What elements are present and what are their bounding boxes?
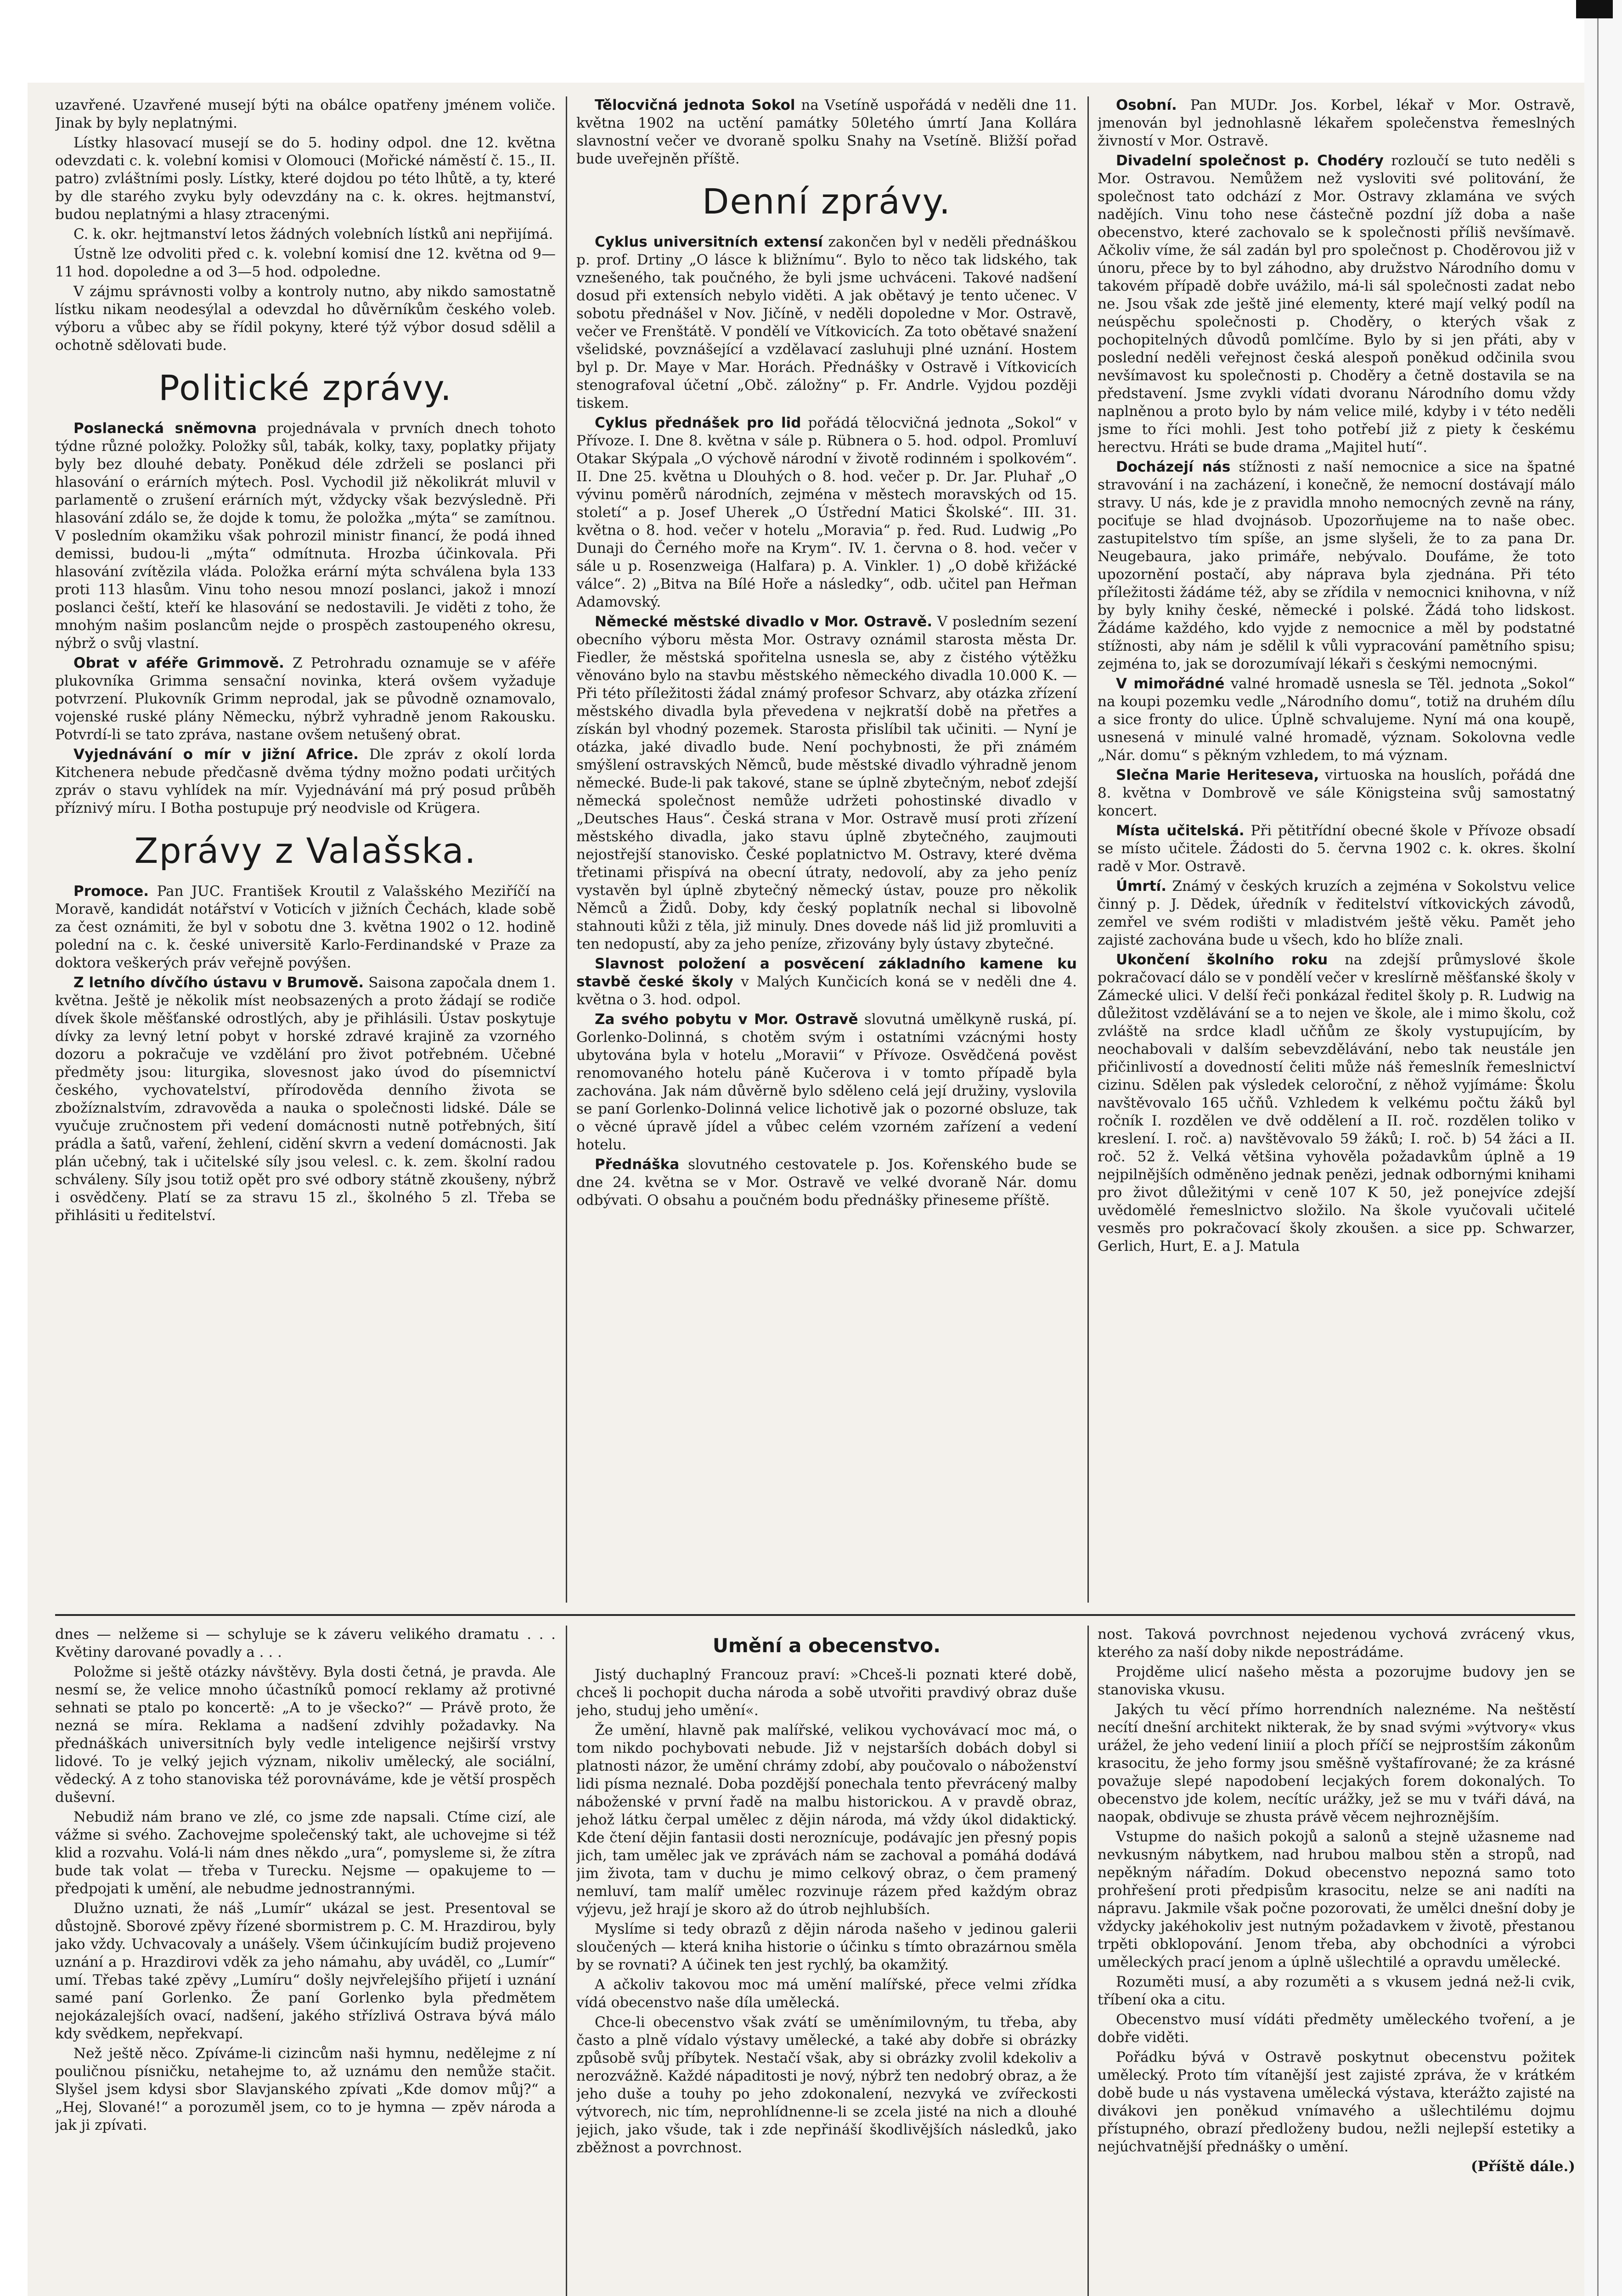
col3-p5-text: virtuoska na houslích, pořádá dne 8. května v Dombrově ve sále Königsteina svůj samostatný koncert. <box>1098 767 1575 819</box>
col1-text-0: uzavřené. Uzavřené musejí býti na obálce opatřeny jménem voliče. Jinak by byly neplatnými. <box>55 97 556 131</box>
col2-p4-lead: Slavnost položení a posvěcení základního kamene ku stavbě české školy <box>576 956 1077 990</box>
lower-right-0: nost. Taková povrchnost nejedenou vychová zvrácený vkus, kterého za naší doby nikde nepostrádáme. <box>1098 1626 1575 1660</box>
politicke-p3-lead: Vyjednávání o mír v jižní Africe. <box>73 746 359 763</box>
col3-p3-lead: Docházejí nás <box>1116 459 1231 475</box>
col1-text-4: V zájmu správnosti volby a kontroly nutno, aby nikdo samostatně lístku nikam neodesýlal a odevzdal ho důvěrníkům českého voleb. výboru a vůbec aby se řídil pokyny, které týž výbor dosud sdělil a ochotně sdělovati bude. <box>55 283 556 354</box>
column-divider-2 <box>1087 96 1089 1603</box>
col3-p4 <box>1098 675 1575 765</box>
col3-p6-lead: Místa učitelská. <box>1116 822 1245 839</box>
corner-mark <box>1576 0 1613 18</box>
col3-p4-text: valné hromadě usnesla se Těl. jednota „Sokol“ na koupi pozemku vedle „Národního domu“, totiž na druhém dílu a sice fronty do ulice. Úplně schvalujeme. Nyní má ona koupě, usnesená v minulé valné hromadě, význam. Sokolovna vedle „Nár. domu“ s pěkným vzhledem, to má význam. <box>1098 675 1575 764</box>
column-1 <box>55 96 556 1603</box>
col3-p1 <box>1098 96 1575 150</box>
lower-right-3: Vstupme do našich pokojů a salonů a stejně užasneme nad nevkusným nábytkem, nad hrubou malbou stěn a stropů, nad nepěkným nářadím. Dokud obecenstvo nepozná samo toto prohřešení proti předpisům krasocitu, nelze se ani nadíti na nápravu. Jakmile však počne pozorovati, že umělci dnešní doby je vždycky jakéhokoliv jest nutným požadavkem v životě, přestanou trpěti obklopování. Jenom třeba, aby obchodníci a výrobci uměleckých prací jenom a úplně ušlechtilé a opravdu umělecké. <box>1098 1829 1575 1970</box>
column-divider-1 <box>566 96 567 1603</box>
col2-p0-text: na Vsetíně uspořádá v neděli dne 11. května 1902 na uctění památky 50letého úmrtí Jana Kollára slavnostní večer ve dvoraně spolku Snahy na Vsetíně. Bližší pořad bude uveřejněn příště. <box>576 97 1077 167</box>
continued-note: (Příště dále.) <box>1470 2158 1575 2175</box>
col2-p5 <box>576 1011 1077 1154</box>
col2-p1-lead: Cyklus universitních extensí <box>595 234 823 250</box>
heading-politicke: Politické zprávy. <box>158 367 452 408</box>
col2-p0 <box>576 96 1077 168</box>
col3-p4-lead: V mimořádné <box>1116 675 1225 692</box>
col3-p6-text: Při pětitřídní obecné škole v Přívoze obsadí se místo učitele. Žádosti do 5. června 1902 c. k. okres. školní radě v Mor. Ostravě. <box>1098 822 1575 875</box>
valasska-p1-text: Pan JUC. František Kroutil z Valašského Meziříčí na Moravě, kandidát notářství v Voticích v jižních Čechách, klade sobě za čest oznámiti, že byl v sobotu dne 3. května 1902 o 12. hodině polední na c. k. české universitě Karlo-Ferdinandské v Praze za doktora veškerých práv veřejně povýšen. <box>55 883 556 971</box>
lower-right-4: Rozuměti musí, a aby rozuměti a s vkusem jedná než-li cvik, tříbení oka a citu. <box>1098 1974 1575 2008</box>
column-3 <box>1098 96 1575 1603</box>
col3-p5-lead: Slečna Marie Heriteseva, <box>1116 767 1319 783</box>
lower-left-2: Nebudiž nám brano ve zlé, co jsme zde napsali. Ctíme cizí, ale vážme si svého. Zachovejme společenský takt, ale uchovejme si též klid a rozvahu. Volá-li nám dnes někdo „ura“, pomysleme si, že zítra bude tak volat — třeba v Turecku. Nejsme — opakujeme to — předpojati k umění, ale nebudme jednostrannými. <box>55 1809 556 1897</box>
col2-p1 <box>576 233 1077 412</box>
col3-p1-text: Pan MUDr. Jos. Korbel, lékař v Mor. Ostravě, jmenován byl jednohlasně lékařem společenstva řemeslných živností v Mor. Ostravě. <box>1098 97 1575 149</box>
col2-p0-lead: Tělocvičná jednota Sokol <box>595 97 795 113</box>
col2-p4 <box>576 955 1077 1009</box>
lower-left-4: Než ještě něco. Zpíváme-li cizincům naši hymnu, nedělejme z ní pouličnou písničku, netahejme to, až uznámu den nemůže stačit. Slyšel jsem kdysi sbor Slavjanského zpívati „Kde domov můj?“ a „Hej, Slované!“ a porozuměl jsem, co to je hymna — zpěv národa a jak ji zpívati. <box>55 2045 556 2133</box>
lower-divider-1 <box>566 1626 567 2296</box>
col2-p3-text: V posledním sezení obecního výboru města Mor. Ostravy oznámil starosta města Dr. Fiedler, že městská spořitelna usnesla se, aby z čistého výtěžku věnováno bylo na stavbu městského německého divadla 10.000 K. — Při této příležitosti žádal známý profesor Schvarz, aby otázka zřízení městského divadla byla převedena v nejkratší době na přetřes a získán byl vhodný pozemek. Starosta přislíbil tak učiniti. — Nyní je otázka, jaké divadlo bude. Není pochybnosti, že při známém smýšlení ostravských Němců, bude městské divadlo výhradně jenom německé. Bude-li pak takové, stane se úplně zbytečným, neboť zdejší německá společnost nemůže udržeti pohostinské divadlo v „Deutsches Haus“. Česká strana v Mor. Ostravě musí proti zřízení městského divadla, jako stavu úplně zbytečného, zaujmouti nejostřejší stanovisko. České poplatnictvo M. Ostravy, které dvěma třetinami přispívá na obecní útraty, nedovolí, aby za jeho peníz vystavěn byl úplně zbytečný německý ústav, pouze pro několik Němců a Židů. Doby, kdy český poplatník nechal si libovolně stahnouti kůži z těla, již minuly. Dnes dovede náš lid již promluviti a ten nedopustí, aby za jeho peníze, zřizovány byly ústavy zbytečné. <box>576 613 1077 952</box>
col3-p2-lead: Divadelní společnost p. Chodéry <box>1116 152 1384 169</box>
lower-right-1: Projděme ulicí našeho města a pozorujme budovy jen se stanoviska vkusu. <box>1098 1664 1575 1698</box>
col3-p2-text: rozloučí se tuto neděli s Mor. Ostravou. Nemůžem než vysloviti své politování, že společnost tato odchází z Mor. Ostravy zklamána ve svých nadějích. Vinu toho nese částečně pozdní jíž doba a naše obecenstvo, které zachovalo se k společnosti příliš nevšímavě. Ačkoliv víme, že sál zadán byl pro společnost p. Choděrovou již v únoru, přece by to byl záhodno, aby družstvo Národního domu v takovém případě dobře uvážilo, má-li sál společnosti zadat nebo ne. Jsou však zde ještě jiné elementy, které mají velký podíl na neúspěchu společnosti p. Choděry, o kterých však z pochopitelných důvodů pomlčíme. Bylo by si jen přáti, aby v poslední neděli veřejnost česká alespoň poněkud odčinila svou nevšímavost ku společnosti p. Choděry a četně dostavila se na představení. Jsme zvykli vídati dvoranu Národního domu vždy naplněnou a proto bylo by nám velice milé, kdyby i v této neděli jsme to říci mohli. Jest toho potřebí již z piety k českému herectvu. Hráti se bude drama „Majitel hutí“. <box>1098 152 1575 456</box>
col2-p2-lead: Cyklus přednášek pro lid <box>595 415 801 431</box>
lower-left-1: Položme si ještě otázky návštěvy. Byla dosti četná, je pravda. Ale nesmí se, že velice mnoho účastníků pomocí reklamy až protivné sehnati se ptalo po koncertě: „A to je všecko?“ — Právě proto, že nezná se míra. Reklama a nadšení zdvihly požadavky. Na přednáškách universitních byly vedle inteligence nejširší vrstvy lidové. To je velký jejich význam, nikoliv umělecký, ale sociální, vědecký. A z toho stanoviska též porovnáváme, kde je větší prospěch duševní. <box>55 1664 556 1806</box>
col1-text-3: Ústně lze odvoliti před c. k. volební komisí dne 12. května od 9—11 hod. dopoledne a od 3—5 hod. odpoledne. <box>55 246 556 280</box>
valasska-p2-text: Saisona započala dnem 1. května. Ještě je několik míst neobsazených a proto žádají se rodiče dívek škole měšťanské odrostlých, aby je přihlásili. Ústav poskytuje dívky za levný letní pobyt v horské zdravé krajině za vzorného dozoru a pokračuje ve vzdělání pro život potřebném. Učebné předměty jsou: liturgika, slovesnost jako úvod do písemnictví českého, vychovatelství, přírodověda denního života se zbožíznalstvím, zdravověda a nauka o společnosti lidské. Dále se vyučuje zručnostem při vedení domácnosti nutně potřebných, šití prádla a šatů, vaření, žehlení, cidění skvrn a vedení domácnosti. Jak plán učebný, tak i učitelské síly jsou velesl. c. k. zem. školní radou schváleny. Síly jsou totiž opět pro své odbory státně zkoušeny, nýbrž i osvědčeny. Platí se za stravu 15 zl., školného 5 zl. Třeba se přihlásiti u ředitelství. <box>55 974 556 1224</box>
col2-p6-lead: Přednáška <box>595 1156 680 1173</box>
col3-p2 <box>1098 152 1575 456</box>
lower-divider-2 <box>1087 1626 1089 2296</box>
col2-p6-text: slovutného cestovatele p. Jos. Kořenského bude se dne 24. května se v Mor. Ostravě ve velké dvoraně Nár. domu odbývati. O obsahu a poučném bodu přednášky přineseme příště. <box>576 1156 1077 1209</box>
col3-p5 <box>1098 766 1575 820</box>
col3-p1-lead: Osobní. <box>1116 97 1177 113</box>
section-divider <box>55 1614 1575 1616</box>
politicke-p1 <box>55 420 556 653</box>
politicke-p2-text: Z Petrohradu oznamuje se v aféře plukovníka Grimma sensační novinka, která ovšem vyžaduje potvrzení. Plukovník Grimm neprodal, jak se původně oznamovalo, vojenské ruské plány Německu, nýbrž vyhradně jenom Rakousku. Potvrdí-li se tato zpráva, nastane ovšem netušený obrat. <box>55 655 556 743</box>
col2-p3 <box>576 613 1077 953</box>
col3-p8-text: na zdejší průmyslové škole pokračovací dálo se v pondělí večer v kreslírně měšťanské školy v Zámecké ulici. V delší řeči ponkázal ředitel školy p. R. Ludwig na důležitost vzdělávání se a to nejen ve škole, ale i mimo školu, což zvláště na srdce kladl učňům ze školy vystupujícím, by neochabovali v dalším sebevzdělávání, nebo tak neustále jen přičinlivostí a dovedností čeliti může náš řemeslník řemeslnictví cizinu. Sdělen pak výsledek celoroční, z něhož vyjímáme: Školu navštěvovalo 165 učňů. Vzhledem k velkému počtu žáků byl ročník I. rozdělen ve dvě oddělení a II. roč. rozdělen toliko v kreslení. I. roč. a) navštěvovalo 59 žáků; I. roč. b) 54 žáci a II. roč. 52 ž. Velká většina vyhověla požadavkům úplně a 19 nejpilnějších odměněno jednak penězi, jednak odbornými knihami pro život důležitými v ceně 107 K 50, jež ponejvíce zdejší uvědomělé řemeslnictvo složilo. Na škole vyučovali učitelé vesměs pro pokračovací školy zkoušen. a sice pp. Schwarzer, Gerlich, Hurt, E. a J. Matula <box>1098 951 1575 1255</box>
col3-p7-lead: Úmrtí. <box>1116 878 1166 895</box>
politicke-p3 <box>55 746 556 817</box>
col2-p5-lead: Za svého pobytu v Mor. Ostravě <box>595 1011 858 1028</box>
lower-column-2 <box>576 1626 1077 2296</box>
lower-left-0: dnes — nelžeme si — schyluje se k záveru velikého dramatu . . . Květiny darované povadly a . . . <box>55 1626 556 1660</box>
umeni-p3: A ačkoliv takovou moc má umění malířské, přece velmi zřídka vídá obecenstvo naše díla umělecká. <box>576 1976 1077 2011</box>
col3-p8-lead: Ukončení školního roku <box>1116 951 1328 968</box>
lower-column-3 <box>1098 1626 1575 2296</box>
col2-p1-text: zakončen byl v neděli přednáškou p. prof. Drtiny „O lásce k bližnímu“. Bylo to něco tak lidského, tak vznešeného, tak poučného, že byli jsme uchváceni. Takové nadšení dosud při extensích nebylo viděti. A jak obětavý je tento učenec. V sobotu přednášel v Nov. Jičíně, v neděli dopoledne v Mor. Ostravě, večer ve Frenštátě. V pondělí ve Vítkovicích. Za toto obětavé snažení všelidské, povznášející a vzdělavací zasluhuji plné uznání. Hostem byl p. Dr. Maye v Mar. Horách. Přednášky v Ostravě i Vítkovicích stenografoval účetní „Obč. záložny“ p. Fr. Andrle. Vyjdou později tiskem. <box>576 234 1077 411</box>
col3-p7-text: Známý v českých kruzích a zejména v Sokolstvu velice činný p. J. Dědek, úředník v ředitelství vítkovických závodů, zemřel ve svém rodišti v mladistvém ještě věku. Pamět jeho zajisté zachována bude u všech, kdo ho blíže znali. <box>1098 878 1575 948</box>
umeni-p1: Že umění, hlavně pak malířské, velikou vychovávací moc má, o tom nikdo pochybovati nebude. Již v nejstarších dobách dobyl si platnosti názor, že umění chrámy zdobí, aby poučovalo o náboženství lidi písma neznalé. Doba pozdější ponechala tento převrácený malby náboženské v první řadě na malbu historickou. A v pravdě obraz, jehož látku čerpal umělec z dějin národa, má vždy úkol didaktický. Kde čtení dějin fantasii dosti neroznícuje, podávajíc jen přesný popis jich, tam umělec jak ve zprávách nám se zachoval a pomáhá dodává jim života, tam v duchu je mimo celkový obraz, o čem pramený nemluví, tam malíř umělec rozvinuje rázem před každým obraz výjevu, jež hrají je skoro až do útrob nejhlubších. <box>576 1722 1077 1918</box>
heading-valasska: Zprávy z Valašska. <box>134 830 477 871</box>
umeni-p0: Jistý duchaplný Francouz praví: »Chceš-li poznati které době, chceš li pochopit ducha národa a sobě utvořiti pravdivý obraz duše jeho, studuj jeho umění«. <box>576 1666 1077 1719</box>
valasska-p2 <box>55 974 556 1225</box>
heading-denni: Denní zprávy. <box>702 181 952 222</box>
col3-p6 <box>1098 822 1575 876</box>
lower-right-5: Obecenstvo musí vídáti předměty uměleckého tvoření, a je dobře viděti. <box>1098 2011 1575 2046</box>
lower-right-2: Jakých tu věcí přímo horrendních naleznéme. Na neštěstí necítí dnešní architekt nikterak, že by snad svými »výtvory« vkus urážel, že jeho vedení liniií a ploch příčí se nejprostším zákonům krasocitu, že jeho formy jsou směšně vyštafírované; že za krásné považuje slepé napodobení lecjakých forem dokonalých. To obecenstvo jde kolem, necítíc urážky, jež se mu v tváři dává, na naopak, obdivuje se zhusta právě věcem nejhroznějším. <box>1098 1701 1575 1825</box>
lower-right-6: Pořádku bývá v Ostravě poskytnut obecenstvu požitek umělecký. Proto tím vítanější jest zajisté zpráva, že v krátkém době bude u nás vystavena umělecká výstava, kterážto zajisté na divákovi jen poněkud vnímavého a ušlechtilému dojmu přístupného, obrazí předloženy budou, nežli nejlepší estetiky a nejúchvatnější přednášky o umění. <box>1098 2049 1575 2155</box>
politicke-p1-text: projednávala v prvních dnech tohoto týdne různé položky. Položky sůl, tabák, kolky, taxy, poplatky přijaty byly bez dlouhé debaty. Poněkud déle zdrželi se poslanci při hlasování o erárních mýtech. Posl. Vychodil již několikrát mluvil v parlamentě o zrušení erárních mýt, vždycky však bezvýsledně. Při hlasování zdálo se, že dojde k tomu, že položka „mýta“ se zamítnou. V posledním okamžiku však pohrozil ministr financí, že podá ihned demissi, budou-li „mýta“ odmítnuta. Hrozba účinkovala. Při hlasování zvítězila vláda. Položka erární mýta schválena byla 133 proti 113 hlasům. Vinu toho nesou mnozí poslanci, jakož i mnozí poslanci čeští, kteří ke hlasování se nedostavili. Je viděti z toho, že mnohým našim poslancům nejde o prospěch zastoupeného okresu, nýbrž o svůj vlastní. <box>55 420 556 652</box>
politicke-p2-lead: Obrat v aféře Grimmově. <box>73 655 284 671</box>
col3-p3-text: stížnosti z naší nemocnice a sice na špatné stravování i na zacházení, i konečně, že nemocní dostávají málo stravy. U nás, kde je z pravidla mnoho nemocných zevně na rány, pociťuje se hlad dvojnásob. Upozorňujeme na to naše obec. zastupitelstvo tím spíše, an jsme slyšeli, že to za pana Dr. Neugebaura, jako primáře, nebývalo. Doufáme, že toto upozornění postačí, aby náprava byla zjednána. Při této příležitosti žádáme též, aby se zřídila v nemocnici knihovna, v níž by byly knihy české, německé i polské. Žádá toho lidskost. Žádáme každého, kdo vyjde z nemocnice a měl by podstatné stížnosti, aby nám je sdělil k vůli vypracování pamětního spisu; zejména to, jak se dorozumívají lékaři s českými nemocnými. <box>1098 459 1575 672</box>
valasska-p1 <box>55 883 556 972</box>
col1-text-1: Lístky hlasovací musejí se do 5. hodiny odpol. dne 12. května odevzdati c. k. volební komisi v Olomouci (Mořické náměstí č. 15., II. patro) zvláštními posly. Lístky, které dojdou po této lhůtě, a ty, které by dle starého zvyku byly odevzdány na c. k. okres. hejtmanství, budou neplatnými a hlasy ztracenými. <box>55 135 556 223</box>
col2-p3-lead: Německé městské divadlo v Mor. Ostravě. <box>595 613 933 630</box>
umeni-p4: Chce-li obecenstvo však zvátí se uměnímilovným, tu třeba, aby často a plně vídalo výstavy umělecké, a také aby dobře si obrázky způsobě svůj příbytek. Nestačí však, aby si obrázky zvolil kdekoliv a nerozvážně. Každé nápaditosti je nový, nýbrž ten nedobrý obraz, a že jeho duše a touhy po jeho zdokonalení, nezvyká ve zvířeckosti výtvorech, nic tím, neprohlídnenne-li se zcela jisté na nich a dlouhé jejich, jako všude, tak i zde nepřináší škodlivějších následků, jako zběžnost a povrchnost. <box>576 2014 1077 2156</box>
col3-p7 <box>1098 878 1575 949</box>
lower-column-1 <box>55 1626 556 2296</box>
politicke-p2 <box>55 654 556 744</box>
umeni-p2: Myslíme si tedy obrazů z dějin národa našeho v jedinou galerii sloučených — která kniha historie o účinku s tímto obrazárnou směla by se rovnati? A účinek ten jest rychlý, ba okamžitý. <box>576 1921 1077 1973</box>
lower-left-3: Dlužno uznati, že náš „Lumír“ ukázal se jest. Presentoval se důstojně. Sborové zpěvy řízené sbormistrem p. C. M. Hrazdirou, byly jako vždy. Uchvacovaly a unášely. Všem účinkujícím budiž projeveno uznání a p. Hrazdirovi vděk za jeho námahu, aby uváděl, co „Lumír“ umí. Třebas také zpěvy „Lumíru“ došly nejvřelejšího přijetí i uznání samé paní Gorlenko. Že paní Gorlenko byla předmětem nejokázalejších ovací, nadšení, jakého střízlivá Ostrava bývá málo kdy svědkem, nepřekvapí. <box>55 1900 556 2042</box>
col2-p4-text: v Malých Kunčicích koná se v neděli dne 4. května o 3. hod. odpol. <box>576 974 1077 1008</box>
heading-umeni: Umění a obecenstvo. <box>712 1634 941 1657</box>
col2-p2-text: pořádá tělocvičná jednota „Sokol“ v Přívoze. I. Dne 8. května v sále p. Rübnera o 5. hod. odpol. Promluví Otakar Skýpala „O výchově národní v životě rodinném i spolkovém“. II. Dne 25. května u Dlouhých o 8. hod. večer p. Dr. Jar. Pluhař „O vývinu poměrů národních, zejména v městech moravských od 15. století“ a p. Josef Uherek „O Ústřední Matici Školské“. III. 31. května o 8. hod. večer v hotelu „Moravia“ p. řed. Rud. Ludwig „Po Dunaji do Černého moře na Krym“. IV. 1. června o 8. hod. večer v sále u p. Rosenzweiga (Halfara) p. A. Vinkler. 1) „O době křižácké válce“. 2) „Bitva na Bílé Hoře a následky“, odb. učitel pan Heřman Adamovský. <box>576 415 1077 610</box>
right-margin <box>1584 0 1622 2296</box>
col2-p6 <box>576 1156 1077 1210</box>
col3-p8 <box>1098 951 1575 1255</box>
politicke-p1-lead: Poslanecká sněmovna <box>73 420 257 437</box>
col2-p2 <box>576 414 1077 611</box>
col1-text-2: C. k. okr. hejtmanství letos žádných volebních lístků ani nepřijímá. <box>73 226 553 242</box>
right-margin-line <box>1597 18 1599 2296</box>
valasska-p2-lead: Z letního dívčího ústavu v Brumově. <box>73 974 364 991</box>
column-2 <box>576 96 1077 1603</box>
col3-p3 <box>1098 458 1575 673</box>
politicke-p3-text: Dle zpráv z okolí lorda Kitchenera nebude předčasně dvěma týdny možno podati určitých zpráv o stavu vyhlídek na mír. Vyjednávání má prý posud průběh příznivý míru. I Botha postupuje prý neodvisle od Krügera. <box>55 746 556 816</box>
valasska-p1-lead: Promoce. <box>73 883 149 900</box>
col2-p5-text: slovutná umělkyně ruská, pí. Gorlenko-Dolinná, s chotěm svým i ostatními vzácnými hosty ubytována byla v hotelu „Moravii“ v Přívoze. Osvědčená pověst renomovaného hotelu páně Kučerova i v tomto případě byla zachována. Jak nám důvěrně bylo sděleno celá její družiny, vyslovila se paní Gorlenko-Dolinná velice lichotivě jak o pozorné obsluze, tak o věcné úpravě jídel a vůbec celém vzorném zařízení a vedení hotelu. <box>576 1011 1077 1153</box>
